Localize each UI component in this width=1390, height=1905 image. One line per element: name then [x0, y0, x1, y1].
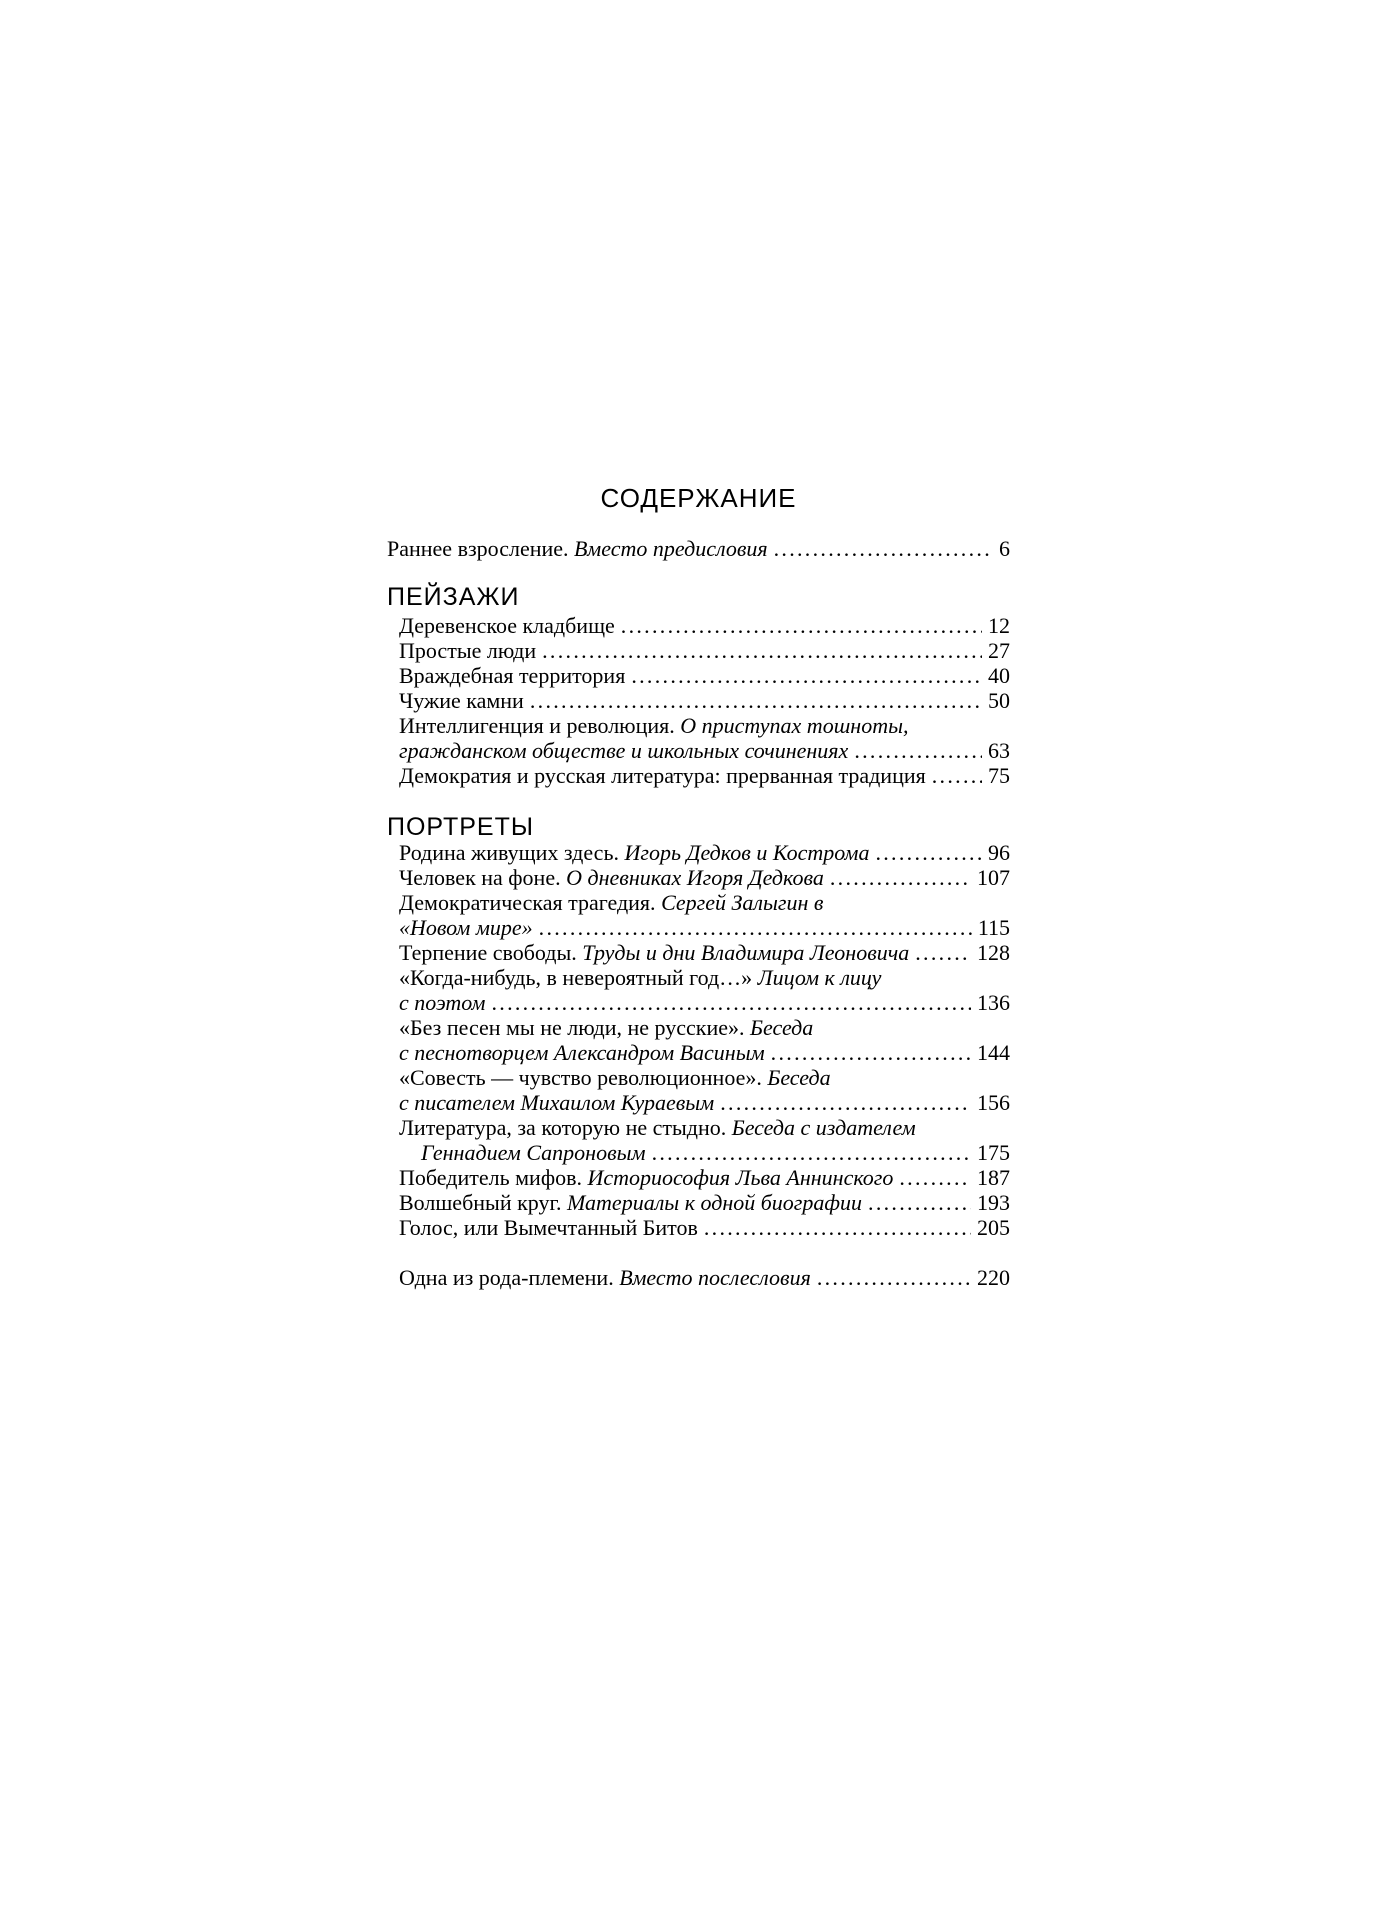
dot-leader [932, 761, 982, 791]
entry-subtitle: О дневниках Игоря Дедкова [566, 865, 824, 890]
entry-subtitle: Беседа [750, 1015, 814, 1040]
page-number: 136 [977, 990, 1010, 1015]
dot-leader [774, 534, 993, 564]
entry-subtitle-continued: с поэтом [399, 990, 486, 1015]
entry-title: Волшебный круг. [399, 1190, 562, 1215]
entry-title: Чужие камни [399, 688, 524, 713]
entry-title: Родина живущих здесь. [399, 840, 619, 865]
entry-title: Человек на фоне. [399, 865, 561, 890]
section-heading-portraits: ПОРТРЕТЫ [387, 813, 534, 841]
entry-title: Интеллигенция и революция. [399, 713, 675, 738]
entry-title: Раннее взросление. [387, 536, 569, 561]
entry-title: Деревенское кладбище [399, 613, 615, 638]
entry-subtitle: О приступах тошноты, [680, 713, 909, 738]
entry-subtitle: Историософия Льва Аннинского [587, 1165, 894, 1190]
entry-title: Одна из рода-племени. [399, 1265, 614, 1290]
entry-title: Победитель мифов. [399, 1165, 582, 1190]
page-number: 6 [999, 536, 1010, 561]
entry-subtitle-continued: «Новом мире» [399, 915, 533, 940]
page-number: 156 [977, 1090, 1010, 1115]
page-number: 75 [988, 763, 1010, 788]
page-number: 27 [988, 638, 1010, 663]
entry-subtitle-continued: Геннадием Сапроновым [421, 1140, 646, 1165]
page-number: 175 [977, 1140, 1010, 1165]
page-title: СОДЕРЖАНИЕ [600, 483, 797, 513]
page-number: 144 [977, 1040, 1010, 1065]
page-number: 128 [977, 940, 1010, 965]
entry-title: Голос, или Вымечтанный Битов [399, 1215, 698, 1240]
entry-subtitle: Материалы к одной биографии [567, 1190, 863, 1215]
entry-title: Простые люди [399, 638, 537, 663]
page-number: 96 [988, 840, 1010, 865]
entry-title: «Когда-нибудь, в невероятный год…» [399, 965, 753, 990]
section-heading-landscapes: ПЕЙЗАЖИ [387, 583, 520, 611]
page-number: 50 [988, 688, 1010, 713]
entry-subtitle: Лицом к лицу [757, 965, 882, 990]
entry-subtitle: Труды и дни Владимира Леоновича [582, 940, 910, 965]
toc-entry[interactable] [399, 761, 1010, 791]
page-number: 40 [988, 663, 1010, 688]
page-number: 205 [977, 1215, 1010, 1240]
entry-title: «Совесть — чувство революционное». [399, 1065, 762, 1090]
dot-leader [817, 1263, 971, 1293]
page-number: 115 [977, 915, 1010, 940]
page-number: 63 [988, 738, 1010, 763]
entry-subtitle: Игорь Дедков и Кострома [624, 840, 870, 865]
entry-subtitle-continued: с писателем Михаилом Кураевым [399, 1090, 715, 1115]
dot-leader [704, 1213, 971, 1243]
entry-title: Литература, за которую не стыдно. [399, 1115, 727, 1140]
entry-title: Враждебная территория [399, 663, 626, 688]
toc-entry-outro[interactable] [399, 1263, 1010, 1293]
toc-entry[interactable] [399, 1213, 1010, 1243]
page-number: 107 [977, 865, 1010, 890]
entry-title: «Без песен мы не люди, не русские». [399, 1015, 745, 1040]
entry-title: Демократия и русская литература: прерванная традиция [399, 763, 926, 788]
entry-title: Демократическая трагедия. [399, 890, 656, 915]
entry-subtitle: Беседа [767, 1065, 831, 1090]
page-number: 12 [988, 613, 1010, 638]
page-number: 187 [977, 1165, 1010, 1190]
entry-subtitle-continued: с песнотворцем Александром Васиным [399, 1040, 765, 1065]
page-number: 193 [977, 1190, 1010, 1215]
entry-subtitle: Сергей Залыгин в [661, 890, 824, 915]
entry-subtitle-continued: гражданском обществе и школьных сочинениях [399, 738, 849, 763]
entry-subtitle: Вместо предисловия [574, 536, 768, 561]
entry-subtitle: Вместо послесловия [619, 1265, 811, 1290]
entry-title: Терпение свободы. [399, 940, 577, 965]
page-number: 220 [977, 1265, 1010, 1290]
toc-entry-intro[interactable] [387, 534, 1010, 564]
entry-subtitle: Беседа с издателем [731, 1115, 916, 1140]
